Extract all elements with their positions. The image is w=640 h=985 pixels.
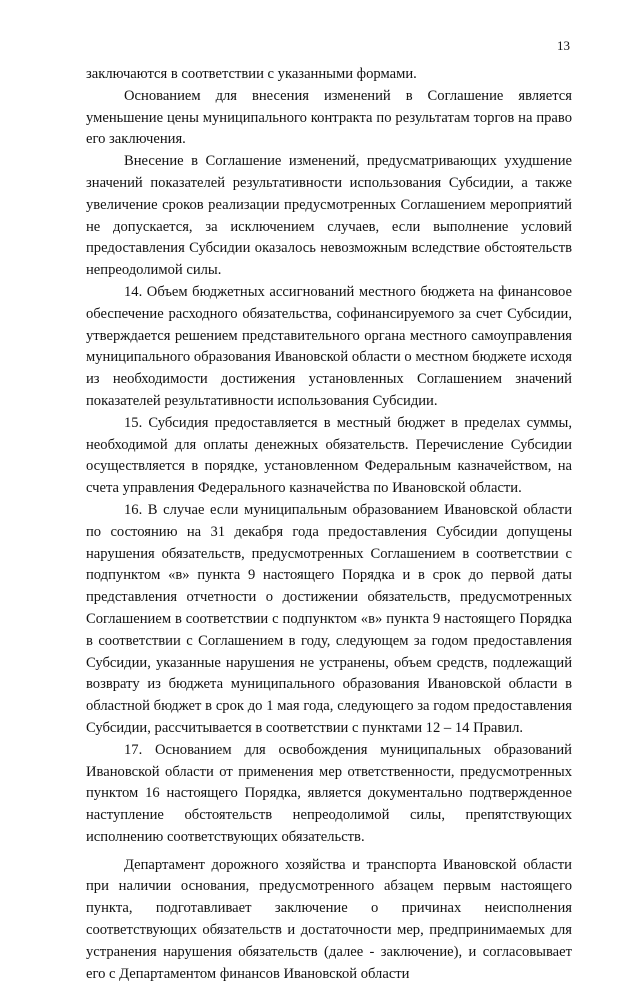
document-body xyxy=(86,64,572,985)
paragraph-item-15: 15. Субсидия предоставляется в местный бюджет в пределах суммы, необходимой для оплаты денежных обязательств. Перечисление Субсидии осуществляется в порядке, установленном Федеральным казначейством, на счета управления Федерального казначейства по Ивановской области. xyxy=(86,414,572,497)
paragraph-item-16: 16. В случае если муниципальным образованием Ивановской области по состоянию на 31 декабря года предоставления Субсидии допущены нарушения обязательств, предусмотренных Соглашением в соответствии с подпунктом «в» пункта 9 настоящего Порядка и в срок до первой даты представления отчетности о достижении обязательств, предусмотренных Соглашением в соответствии с подпунктом «в» пункта 9 настоящего Порядка в соответствии с Соглашением в году, следующем за годом предоставления Субсидии, указанные нарушения не устранены, объем средств, подлежащий возврату из бюджета муниципального образования Ивановской области в областной бюджет в срок до 1 мая года, следующего за годом предоставления Субсидии, рассчитывается в соответствии с пунктами 12 – 14 Правил. xyxy=(86,501,572,736)
paragraph-continuation: заключаются в соответствии с указанными формами. xyxy=(86,66,417,82)
page-number: 13 xyxy=(557,38,570,53)
paragraph-department-conclusion: Департамент дорожного хозяйства и транспорта Ивановской области при наличии основания, предусмотренного абзацем первым настоящего пункта, подготавливает заключение о причинах неисполнения соответствующих обязательств и достаточности мер, предпринимаемых для устранения нарушения обязательств (далее - заключение), и согласовывает его с Департаментом финансов Ивановской области xyxy=(86,856,572,982)
paragraph-amendment-restrictions: Внесение в Соглашение изменений, предусматривающих ухудшение значений показателей результативности использования Субсидии, а также увеличение сроков реализации предусмотренных Соглашением мероприятий не допускается, за исключением случаев, если выполнение условий предоставления Субсидии оказалось невозможным вследствие обстоятельств непреодолимой силы. xyxy=(86,153,572,279)
paragraph-item-17: 17. Основанием для освобождения муниципальных образований Ивановской области от применения мер ответственности, предусмотренных пунктом 16 настоящего Порядка, является документально подтвержденное наступление обстоятельств непреодолимой силы, препятствующих исполнению соответствующих обязательств. xyxy=(86,741,572,845)
paragraph-item-14: 14. Объем бюджетных ассигнований местного бюджета на финансовое обеспечение расходного обязательства, софинансируемого за счет Субсидии, утверждается решением представительного органа местного самоуправления муниципального образования Ивановской области о местном бюджете исходя из необходимости достижения установленных Соглашением значений показателей результативности использования Субсидии. xyxy=(86,283,572,409)
paragraph-amendment-basis: Основанием для внесения изменений в Соглашение является уменьшение цены муниципального контракта по результатам торгов на право его заключения. xyxy=(86,87,572,148)
